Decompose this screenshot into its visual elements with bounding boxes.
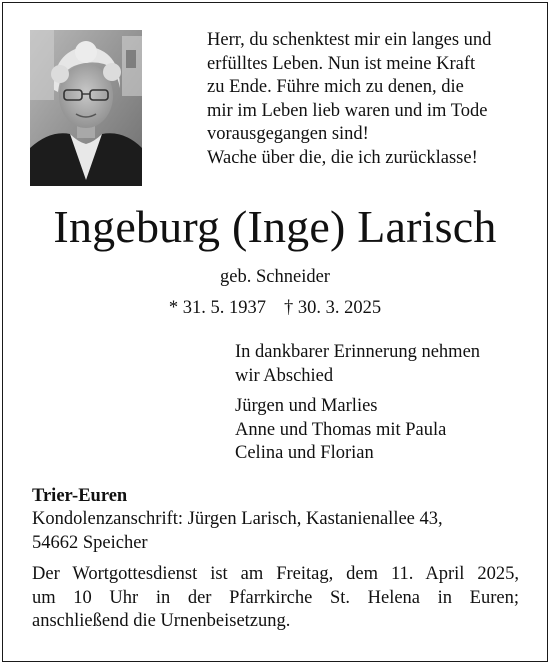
portrait-photo-icon xyxy=(30,30,142,186)
mourners-intro-line: wir Abschied xyxy=(235,365,334,386)
mourner-name: Anne und Thomas mit Paula xyxy=(235,419,447,440)
mourners-intro-line: In dankbarer Erinnerung nehmen xyxy=(235,342,481,362)
condolence-address xyxy=(32,508,522,555)
service-line: anschließend die Urnenbeisetzung. xyxy=(32,611,291,631)
deceased-name: Ingeburg (Inge) Larisch xyxy=(53,201,497,252)
condolence-line: Kondolenzanschrift: Jürgen Larisch, Kastanienallee 43, xyxy=(32,509,443,529)
birth-date: * 31. 5. 1937 xyxy=(168,298,266,318)
life-dates xyxy=(0,296,550,320)
verse-line: zu Ende. Führe mich zu denen, die xyxy=(207,77,464,97)
place-name: Trier-Euren xyxy=(32,486,128,506)
death-date: † 30. 3. 2025 xyxy=(284,298,382,318)
service-line: um 10 Uhr in der Pfarrkirche St. Helena in Euren; xyxy=(32,587,519,608)
birth-name: geb. Schneider xyxy=(220,267,330,287)
service-info xyxy=(32,563,519,634)
mourners-block xyxy=(235,341,535,466)
verse-line: vorausgegangen sind! xyxy=(207,124,369,144)
condolence-line: 54662 Speicher xyxy=(32,532,148,553)
portrait-photo xyxy=(30,30,142,186)
mourner-name: Celina und Florian xyxy=(235,443,374,463)
verse-line: mir im Leben lieb waren und im Tode xyxy=(207,100,488,121)
verse-line: erfülltes Leben. Nun ist meine Kraft xyxy=(207,53,476,74)
bible-verse xyxy=(207,29,527,170)
verse-line: Wache über die, die ich zurücklasse! xyxy=(207,147,478,168)
mourner-name: Jürgen und Marlies xyxy=(235,396,378,416)
service-line: Der Wortgottesdienst ist am Freitag, dem 11. April 2025, xyxy=(32,564,519,584)
verse-line: Herr, du schenktest mir ein langes und xyxy=(207,30,492,50)
